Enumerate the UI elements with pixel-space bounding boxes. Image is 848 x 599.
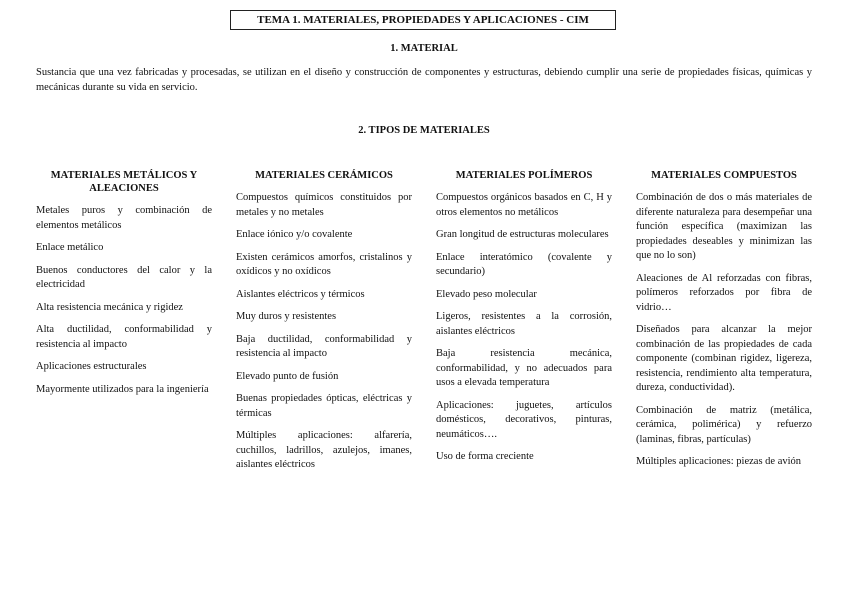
- list-item: Elevado peso molecular: [436, 288, 537, 300]
- list-item: Metales puros y combinación de elementos metálicos: [36, 205, 212, 231]
- column-polimeros: [436, 169, 612, 473]
- list-item: Aislantes eléctricos y térmicos: [236, 288, 365, 300]
- section-2-heading: 2. TIPOS DE MATERIALES: [358, 125, 490, 136]
- column-heading: MATERIALES METÁLICOS Y ALEACIONES: [50, 170, 198, 194]
- list-item: Aplicaciones: juguetes, artículos domésticos, decorativos, pinturas, neumáticos….: [436, 399, 612, 440]
- list-item: Uso de forma creciente: [436, 451, 534, 462]
- list-item: Diseñados para alcanzar la mejor combinación de las propiedades de cada componente (combinan rigidez, ligereza, resistencia, rendimiento alta temperatura, dureza, conductividad).: [636, 324, 812, 393]
- list-item: Existen cerámicos amorfos, cristalinos y oxídicos y no oxídicos: [236, 251, 412, 277]
- list-item: Elevado punto de fusión: [236, 370, 339, 382]
- list-item: Compuestos químicos constituidos por metales y no metales: [236, 192, 412, 218]
- section-1-text: Sustancia que una vez fabricadas y procesadas, se utilizan en el diseño y construcción de componentes y estructuras, debiendo cumplir una serie de propiedades físicas, químicas y mecánicas durante su vida en servicio.: [36, 67, 812, 93]
- list-item: Combinación de dos o más materiales de diferente naturaleza para desempeñar una función específica (maximizan las propiedades deseables y minimizan las que no lo son): [636, 192, 812, 261]
- list-item: Aleaciones de Al reforzadas con fibras, polímeros reforzados por fibra de vidrio…: [636, 272, 812, 313]
- list-item: Alta resistencia mecánica y rigidez: [36, 301, 183, 313]
- list-item: Muy duros y resistentes: [236, 311, 337, 322]
- list-item: Baja ductilidad, conformabilidad y resistencia al impacto: [236, 333, 412, 359]
- column-compuestos: [636, 169, 812, 478]
- column-metalicos: [36, 169, 212, 405]
- list-item: Compuestos orgánicos basados en C, H y otros elementos no metálicos: [436, 192, 612, 218]
- list-item: Buenos conductores del calor y la electricidad: [36, 264, 212, 290]
- column-heading: MATERIALES COMPUESTOS: [651, 170, 797, 181]
- list-item: Gran longitud de estructuras moleculares: [436, 229, 609, 240]
- column-ceramicos: [236, 169, 412, 481]
- list-item: Aplicaciones estructurales: [36, 361, 147, 372]
- list-item: Múltiples aplicaciones: alfarería, cuchillos, ladrillos, azulejos, imanes, aislantes eléctricos: [236, 430, 412, 470]
- list-item: Múltiples aplicaciones: piezas de avión: [636, 456, 802, 467]
- section-1-heading: 1. MATERIAL: [390, 43, 458, 54]
- list-item: Enlace iónico y/o covalente: [236, 229, 353, 240]
- document-title: TEMA 1. MATERIALES, PROPIEDADES Y APLICACIONES - CIM: [230, 10, 616, 30]
- list-item: Enlace interatómico (covalente y secundario): [436, 251, 612, 277]
- list-item: Combinación de matriz (metálica, cerámica, polimérica) y refuerzo (laminas, fibras, partículas): [636, 404, 812, 445]
- list-item: Alta ductilidad, conformabilidad y resistencia al impacto: [36, 324, 212, 350]
- list-item: Ligeros, resistentes a la corrosión, aislantes eléctricos: [436, 311, 612, 337]
- column-heading: MATERIALES CERÁMICOS: [255, 170, 393, 181]
- column-heading: MATERIALES POLÍMEROS: [455, 170, 593, 181]
- list-item: Mayormente utilizados para la ingeniería: [36, 383, 209, 395]
- list-item: Buenas propiedades ópticas, eléctricas y térmicas: [236, 393, 412, 419]
- list-item: Enlace metálico: [36, 242, 104, 253]
- list-item: Baja resistencia mecánica, conformabilidad, y no adecuados para usos a elevada temperatura: [436, 348, 612, 388]
